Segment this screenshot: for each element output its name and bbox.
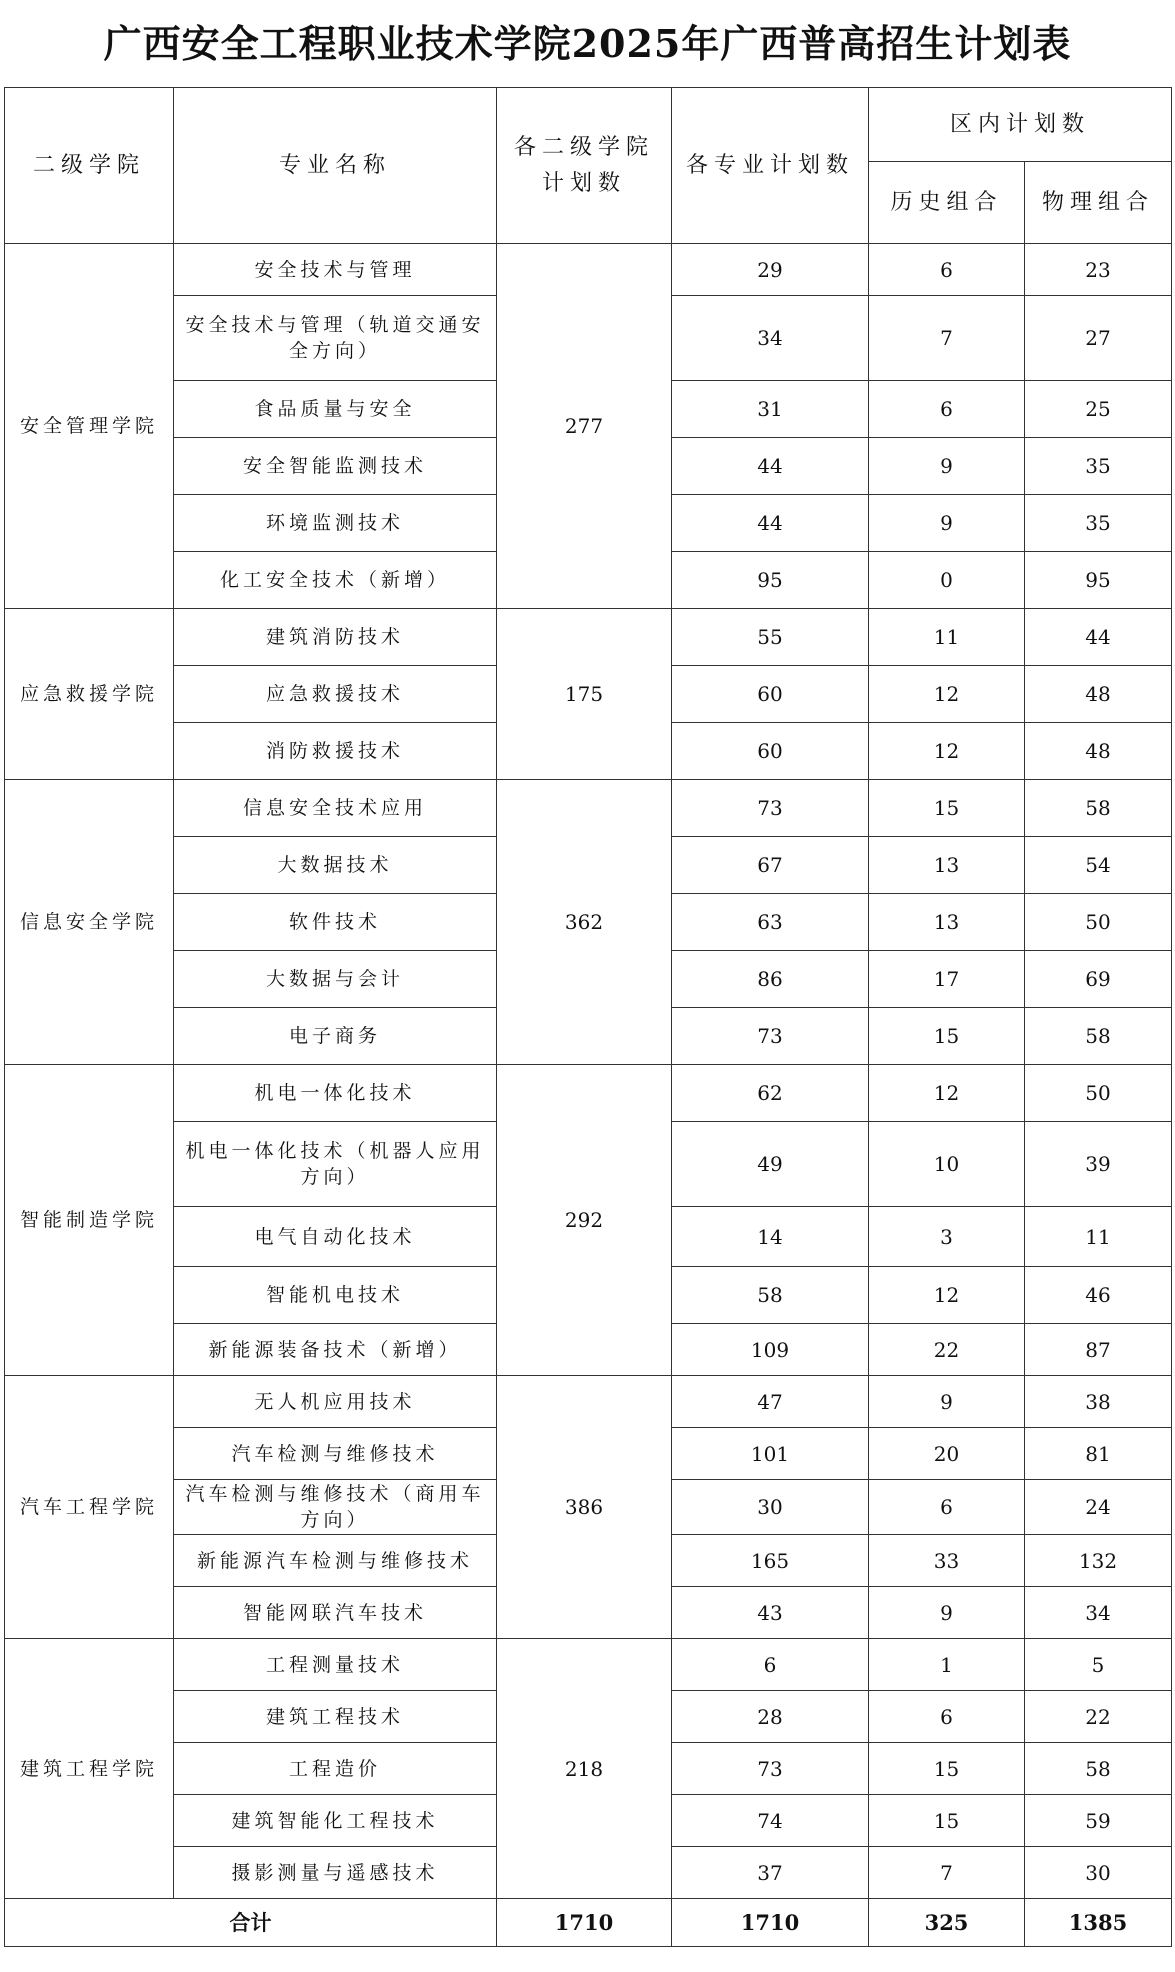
history-count-cell: 9 — [869, 1376, 1025, 1428]
total-major-plan: 1710 — [672, 1899, 869, 1947]
major-name-cell: 电气自动化技术 — [174, 1207, 497, 1267]
header-major-plan: 各专业计划数 — [672, 88, 869, 244]
history-count-cell: 15 — [869, 1008, 1025, 1065]
major-plan-cell: 86 — [672, 951, 869, 1008]
college-name-cell: 安全管理学院 — [5, 244, 174, 609]
physics-count-cell: 38 — [1025, 1376, 1172, 1428]
physics-count-cell: 58 — [1025, 780, 1172, 837]
physics-count-cell: 54 — [1025, 837, 1172, 894]
major-plan-cell: 73 — [672, 1743, 869, 1795]
history-count-cell: 33 — [869, 1535, 1025, 1587]
major-plan-cell: 6 — [672, 1639, 869, 1691]
physics-count-cell: 35 — [1025, 438, 1172, 495]
history-count-cell: 6 — [869, 1480, 1025, 1535]
major-plan-cell: 73 — [672, 1008, 869, 1065]
physics-count-cell: 46 — [1025, 1267, 1172, 1324]
physics-count-cell: 35 — [1025, 495, 1172, 552]
major-plan-cell: 34 — [672, 296, 869, 381]
history-count-cell: 13 — [869, 837, 1025, 894]
major-name-cell: 信息安全技术应用 — [174, 780, 497, 837]
total-physics: 1385 — [1025, 1899, 1172, 1947]
total-row — [5, 1899, 1172, 1947]
physics-count-cell: 44 — [1025, 609, 1172, 666]
major-plan-cell: 43 — [672, 1587, 869, 1639]
major-name-cell: 安全智能监测技术 — [174, 438, 497, 495]
major-name-cell: 安全技术与管理（轨道交通安全方向） — [174, 296, 497, 381]
college-plan-cell: 218 — [497, 1639, 672, 1899]
physics-count-cell: 81 — [1025, 1428, 1172, 1480]
table-row — [5, 780, 1172, 837]
major-plan-cell: 55 — [672, 609, 869, 666]
college-plan-cell: 277 — [497, 244, 672, 609]
major-name-cell: 智能机电技术 — [174, 1267, 497, 1324]
major-plan-cell: 29 — [672, 244, 869, 296]
major-plan-cell: 49 — [672, 1122, 869, 1207]
major-plan-cell: 60 — [672, 723, 869, 780]
page-title: 广西安全工程职业技术学院2025年广西普高招生计划表 — [103, 21, 1072, 66]
physics-count-cell: 27 — [1025, 296, 1172, 381]
physics-count-cell: 48 — [1025, 666, 1172, 723]
major-name-cell: 消防救援技术 — [174, 723, 497, 780]
history-count-cell: 6 — [869, 244, 1025, 296]
physics-count-cell: 69 — [1025, 951, 1172, 1008]
major-name-cell: 新能源装备技术（新增） — [174, 1324, 497, 1376]
major-name-cell: 工程测量技术 — [174, 1639, 497, 1691]
enrollment-plan-table — [4, 87, 1172, 1947]
physics-count-cell: 95 — [1025, 552, 1172, 609]
major-plan-cell: 58 — [672, 1267, 869, 1324]
major-name-cell: 摄影测量与遥感技术 — [174, 1847, 497, 1899]
major-name-cell: 工程造价 — [174, 1743, 497, 1795]
history-count-cell: 7 — [869, 1847, 1025, 1899]
college-plan-cell: 175 — [497, 609, 672, 780]
physics-count-cell: 30 — [1025, 1847, 1172, 1899]
header-college-plan: 各二级学院计划数 — [497, 88, 672, 244]
major-name-cell: 环境监测技术 — [174, 495, 497, 552]
major-name-cell: 建筑工程技术 — [174, 1691, 497, 1743]
college-name-cell: 信息安全学院 — [5, 780, 174, 1065]
physics-count-cell: 132 — [1025, 1535, 1172, 1587]
major-plan-cell: 47 — [672, 1376, 869, 1428]
major-name-cell: 食品质量与安全 — [174, 381, 497, 438]
college-plan-cell: 292 — [497, 1065, 672, 1376]
history-count-cell: 15 — [869, 1795, 1025, 1847]
history-count-cell: 6 — [869, 1691, 1025, 1743]
history-count-cell: 9 — [869, 495, 1025, 552]
history-count-cell: 12 — [869, 1267, 1025, 1324]
major-plan-cell: 63 — [672, 894, 869, 951]
physics-count-cell: 50 — [1025, 894, 1172, 951]
history-count-cell: 6 — [869, 381, 1025, 438]
history-count-cell: 11 — [869, 609, 1025, 666]
header-college: 二级学院 — [5, 88, 174, 244]
physics-count-cell: 34 — [1025, 1587, 1172, 1639]
major-name-cell: 化工安全技术（新增） — [174, 552, 497, 609]
history-count-cell: 7 — [869, 296, 1025, 381]
college-plan-cell: 362 — [497, 780, 672, 1065]
history-count-cell: 13 — [869, 894, 1025, 951]
physics-count-cell: 5 — [1025, 1639, 1172, 1691]
physics-count-cell: 59 — [1025, 1795, 1172, 1847]
college-name-cell: 智能制造学院 — [5, 1065, 174, 1376]
history-count-cell: 20 — [869, 1428, 1025, 1480]
history-count-cell: 22 — [869, 1324, 1025, 1376]
header-history-group: 历史组合 — [869, 162, 1025, 244]
table-body — [5, 244, 1172, 1947]
physics-count-cell: 39 — [1025, 1122, 1172, 1207]
table-row — [5, 609, 1172, 666]
major-plan-cell: 101 — [672, 1428, 869, 1480]
history-count-cell: 10 — [869, 1122, 1025, 1207]
table-row — [5, 1376, 1172, 1428]
college-name-cell: 建筑工程学院 — [5, 1639, 174, 1899]
history-count-cell: 9 — [869, 438, 1025, 495]
major-plan-cell: 95 — [672, 552, 869, 609]
college-name-cell: 汽车工程学院 — [5, 1376, 174, 1639]
history-count-cell: 12 — [869, 723, 1025, 780]
major-plan-cell: 28 — [672, 1691, 869, 1743]
major-plan-cell: 60 — [672, 666, 869, 723]
history-count-cell: 17 — [869, 951, 1025, 1008]
table-row — [5, 1639, 1172, 1691]
physics-count-cell: 22 — [1025, 1691, 1172, 1743]
physics-count-cell: 50 — [1025, 1065, 1172, 1122]
major-name-cell: 建筑消防技术 — [174, 609, 497, 666]
major-name-cell: 电子商务 — [174, 1008, 497, 1065]
major-name-cell: 汽车检测与维修技术（商用车方向） — [174, 1480, 497, 1535]
college-plan-cell: 386 — [497, 1376, 672, 1639]
major-name-cell: 机电一体化技术 — [174, 1065, 497, 1122]
major-name-cell: 智能网联汽车技术 — [174, 1587, 497, 1639]
header-physics-group: 物理组合 — [1025, 162, 1172, 244]
physics-count-cell: 87 — [1025, 1324, 1172, 1376]
total-college-plan: 1710 — [497, 1899, 672, 1947]
major-name-cell: 大数据技术 — [174, 837, 497, 894]
major-plan-cell: 67 — [672, 837, 869, 894]
major-name-cell: 大数据与会计 — [174, 951, 497, 1008]
history-count-cell: 1 — [869, 1639, 1025, 1691]
major-plan-cell: 165 — [672, 1535, 869, 1587]
header-major: 专业名称 — [174, 88, 497, 244]
major-plan-cell: 74 — [672, 1795, 869, 1847]
major-plan-cell: 73 — [672, 780, 869, 837]
major-plan-cell: 30 — [672, 1480, 869, 1535]
major-plan-cell: 44 — [672, 438, 869, 495]
physics-count-cell: 58 — [1025, 1008, 1172, 1065]
major-plan-cell: 37 — [672, 1847, 869, 1899]
major-name-cell: 应急救援技术 — [174, 666, 497, 723]
major-name-cell: 汽车检测与维修技术 — [174, 1428, 497, 1480]
major-plan-cell: 31 — [672, 381, 869, 438]
major-name-cell: 无人机应用技术 — [174, 1376, 497, 1428]
history-count-cell: 12 — [869, 1065, 1025, 1122]
college-name-cell: 应急救援学院 — [5, 609, 174, 780]
physics-count-cell: 23 — [1025, 244, 1172, 296]
history-count-cell: 3 — [869, 1207, 1025, 1267]
physics-count-cell: 25 — [1025, 381, 1172, 438]
major-plan-cell: 109 — [672, 1324, 869, 1376]
total-history: 325 — [869, 1899, 1025, 1947]
physics-count-cell: 58 — [1025, 1743, 1172, 1795]
history-count-cell: 0 — [869, 552, 1025, 609]
major-name-cell: 新能源汽车检测与维修技术 — [174, 1535, 497, 1587]
physics-count-cell: 48 — [1025, 723, 1172, 780]
header-regional-plan: 区内计划数 — [869, 88, 1172, 162]
major-plan-cell: 14 — [672, 1207, 869, 1267]
history-count-cell: 12 — [869, 666, 1025, 723]
major-name-cell: 建筑智能化工程技术 — [174, 1795, 497, 1847]
table-row — [5, 244, 1172, 296]
major-name-cell: 软件技术 — [174, 894, 497, 951]
table-row — [5, 1065, 1172, 1122]
history-count-cell: 9 — [869, 1587, 1025, 1639]
major-plan-cell: 44 — [672, 495, 869, 552]
history-count-cell: 15 — [869, 1743, 1025, 1795]
history-count-cell: 15 — [869, 780, 1025, 837]
major-name-cell: 安全技术与管理 — [174, 244, 497, 296]
total-label: 合计 — [5, 1899, 497, 1947]
physics-count-cell: 24 — [1025, 1480, 1172, 1535]
major-plan-cell: 62 — [672, 1065, 869, 1122]
physics-count-cell: 11 — [1025, 1207, 1172, 1267]
major-name-cell: 机电一体化技术（机器人应用方向） — [174, 1122, 497, 1207]
